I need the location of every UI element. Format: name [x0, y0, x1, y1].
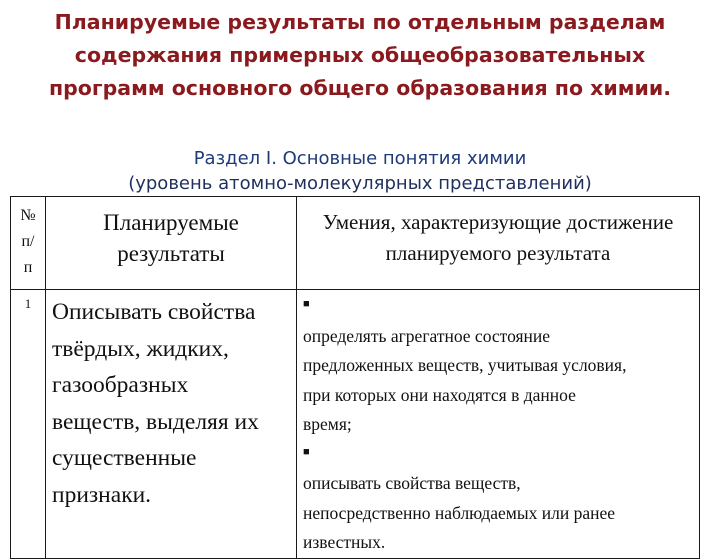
header-results-line: Планируемые — [103, 210, 239, 235]
bullet-icon: ■ — [303, 445, 310, 458]
skill-line: непосредственно наблюдаемых или ранее — [303, 502, 616, 523]
header-skills-line: планируемого результата — [385, 241, 611, 265]
header-number-line: п — [23, 259, 33, 276]
header-results-line: результаты — [117, 241, 225, 266]
result-line: признаки. — [52, 481, 152, 508]
header-number-cell — [11, 197, 46, 290]
table-header-row — [11, 197, 700, 290]
title-line-3: программ основного общего образования по химии. — [48, 76, 672, 100]
section-heading-block — [0, 146, 720, 196]
section-subheading: (уровень атомно-молекулярных представлений) — [128, 173, 592, 194]
result-line: Описывать свойства — [52, 299, 256, 325]
page-title — [0, 6, 720, 105]
skill-line: известных. — [303, 532, 386, 552]
result-line: существенные — [52, 445, 197, 471]
header-skills-cell — [297, 197, 700, 290]
result-line: веществ, выделяя их — [52, 408, 259, 435]
row-number-cell: 1 — [11, 290, 46, 559]
header-number-line: № — [20, 207, 36, 224]
result-line: газообразных — [52, 372, 189, 398]
skill-line: при которых они находятся в данное — [303, 384, 576, 405]
skill-line: ■ описывать свойства веществ, — [303, 440, 697, 499]
header-number-line: п/ — [21, 233, 35, 250]
bullet-icon: ■ — [303, 298, 310, 310]
table-row — [11, 290, 700, 559]
header-skills-line: Умения, характеризующие достижение — [322, 210, 674, 234]
result-line: твёрдых, жидких, — [52, 335, 229, 362]
row-result-cell — [46, 290, 297, 559]
skill-line: время; — [303, 414, 352, 434]
header-results-cell — [46, 197, 297, 290]
section-heading: Раздел I. Основные понятия химии — [193, 148, 527, 169]
title-line-2: содержания примерных общеобразовательных — [74, 43, 646, 67]
row-skills-cell — [297, 290, 700, 559]
skill-line: ■ определять агрегатное состояние — [303, 292, 697, 351]
skill-line: предложенных веществ, учитывая условия, — [303, 355, 627, 375]
title-line-1: Планируемые результаты по отдельным разделам — [54, 10, 666, 34]
results-table — [10, 196, 700, 559]
